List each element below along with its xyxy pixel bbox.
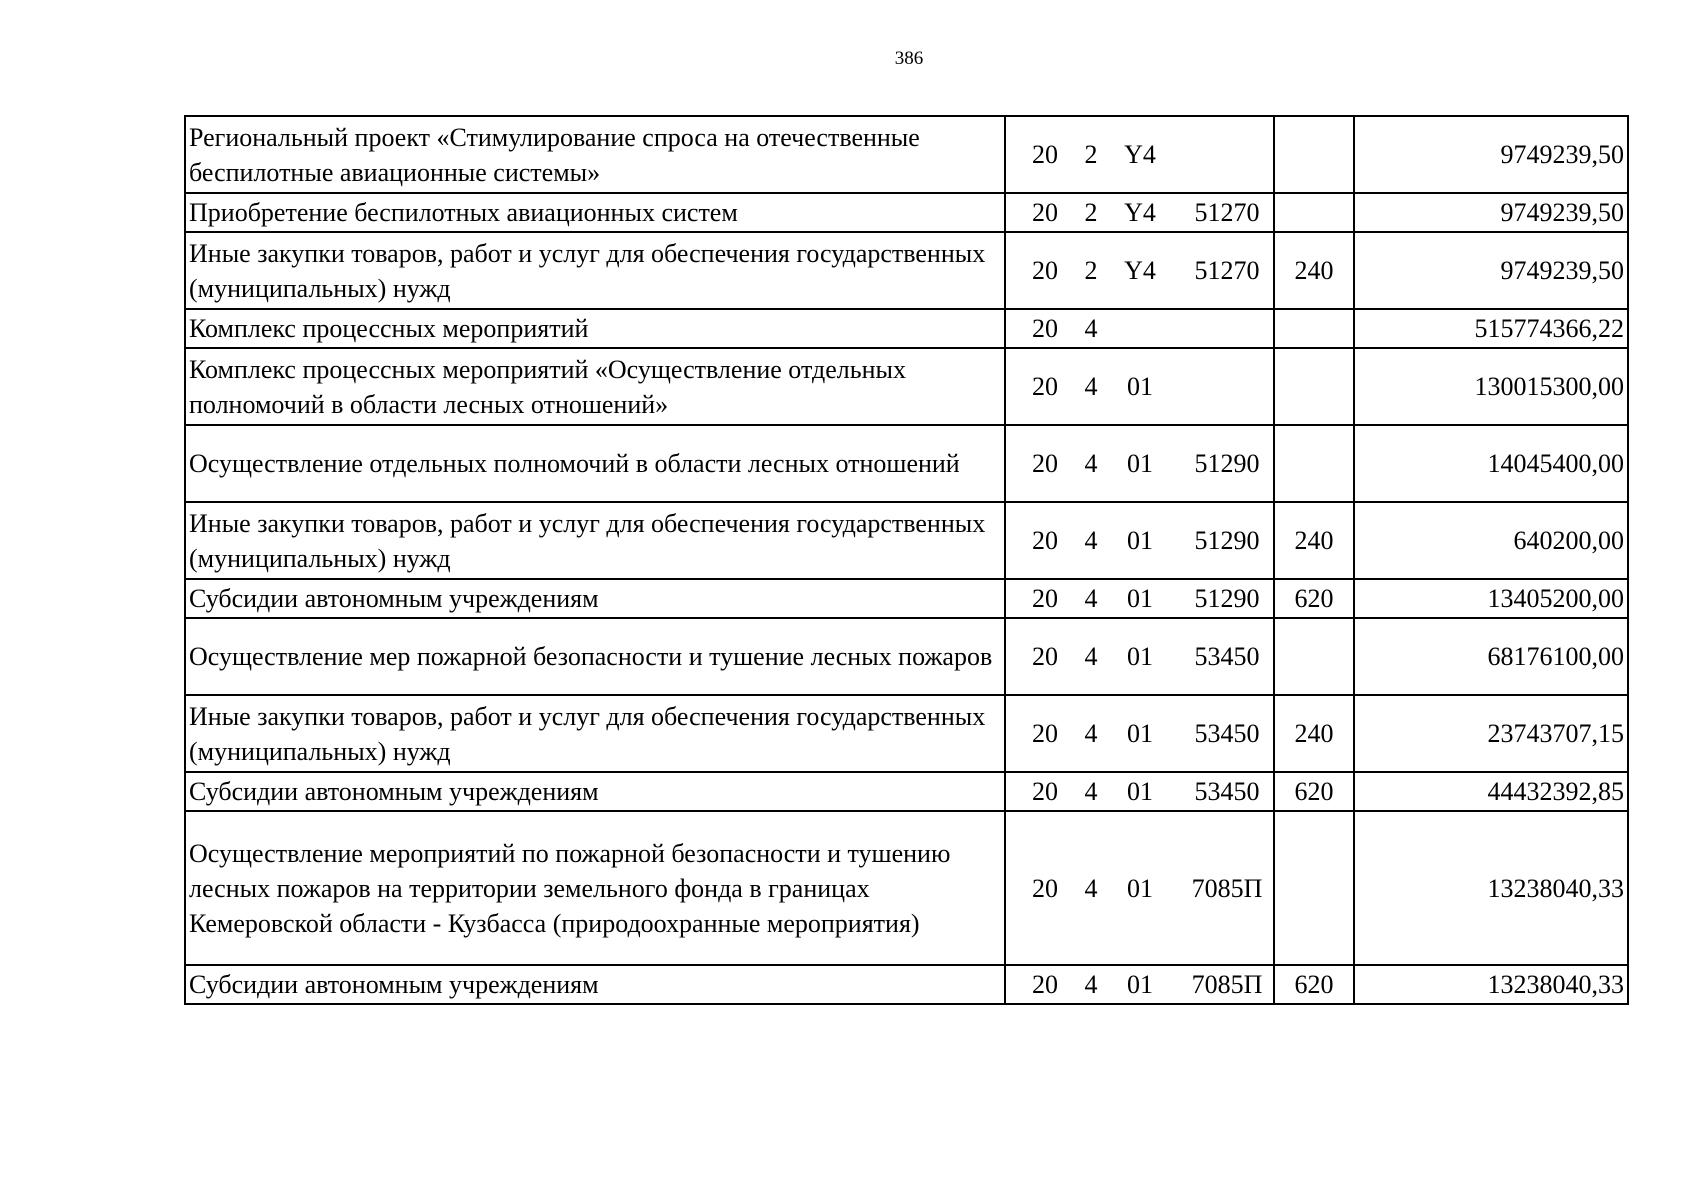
code-subprogram: 2 xyxy=(1084,198,1098,227)
row-amount: 515774366,22 xyxy=(1354,309,1628,348)
row-expense-type xyxy=(1274,425,1354,502)
row-codes xyxy=(1005,772,1274,811)
code-subprogram: 4 xyxy=(1084,777,1098,806)
code-program: 20 xyxy=(1032,719,1058,748)
table-row xyxy=(185,502,1628,579)
row-amount: 23743707,15 xyxy=(1354,695,1628,772)
table-row xyxy=(185,232,1628,309)
row-codes xyxy=(1005,502,1274,579)
row-name: Комплекс процессных мероприятий xyxy=(185,309,1005,348)
code-direction: 51290 xyxy=(1194,584,1260,613)
row-amount: 9749239,50 xyxy=(1354,116,1628,193)
code-subprogram: 2 xyxy=(1084,140,1098,169)
row-amount: 130015300,00 xyxy=(1354,348,1628,425)
page-number: 386 xyxy=(894,48,924,69)
code-direction: 53450 xyxy=(1194,777,1260,806)
table-row xyxy=(185,965,1628,1004)
row-expense-type: 240 xyxy=(1274,502,1354,579)
table-row xyxy=(185,116,1628,193)
row-codes xyxy=(1005,695,1274,772)
code-program: 20 xyxy=(1032,198,1058,227)
row-amount: 9749239,50 xyxy=(1354,232,1628,309)
row-codes xyxy=(1005,232,1274,309)
row-name: Приобретение беспилотных авиационных систем xyxy=(185,193,1005,232)
row-expense-type xyxy=(1274,309,1354,348)
code-program: 20 xyxy=(1032,584,1058,613)
table-row xyxy=(185,348,1628,425)
code-event: 01 xyxy=(1127,449,1153,478)
code-subprogram: 2 xyxy=(1084,256,1098,285)
code-event: 01 xyxy=(1127,372,1153,401)
row-expense-type xyxy=(1274,618,1354,695)
budget-table xyxy=(184,115,1629,1005)
row-expense-type: 620 xyxy=(1274,772,1354,811)
row-amount: 68176100,00 xyxy=(1354,618,1628,695)
row-amount: 13405200,00 xyxy=(1354,579,1628,618)
row-name: Субсидии автономным учреждениям xyxy=(185,965,1005,1004)
code-direction: 51290 xyxy=(1194,526,1260,555)
row-expense-type: 620 xyxy=(1274,965,1354,1004)
row-amount: 13238040,33 xyxy=(1354,811,1628,965)
row-name: Иные закупки товаров, работ и услуг для обеспечения государственных (муниципальных) нужд xyxy=(185,502,1005,579)
row-name: Иные закупки товаров, работ и услуг для обеспечения государственных (муниципальных) нужд xyxy=(185,232,1005,309)
code-direction: 7085П xyxy=(1191,970,1263,999)
row-name: Субсидии автономным учреждениям xyxy=(185,579,1005,618)
row-amount: 640200,00 xyxy=(1354,502,1628,579)
row-codes xyxy=(1005,579,1274,618)
code-direction: 51270 xyxy=(1194,256,1260,285)
code-subprogram: 4 xyxy=(1084,642,1098,671)
table-row xyxy=(185,309,1628,348)
code-subprogram: 4 xyxy=(1084,584,1098,613)
code-event: Y4 xyxy=(1124,256,1156,285)
row-expense-type: 620 xyxy=(1274,579,1354,618)
row-name: Осуществление отдельных полномочий в области лесных отношений xyxy=(185,425,1005,502)
row-codes xyxy=(1005,965,1274,1004)
row-expense-type: 240 xyxy=(1274,695,1354,772)
code-event: 01 xyxy=(1127,526,1153,555)
row-amount: 14045400,00 xyxy=(1354,425,1628,502)
code-direction: 51290 xyxy=(1194,449,1260,478)
code-subprogram: 4 xyxy=(1084,970,1098,999)
row-name: Иные закупки товаров, работ и услуг для обеспечения государственных (муниципальных) нужд xyxy=(185,695,1005,772)
row-expense-type xyxy=(1274,116,1354,193)
code-event: 01 xyxy=(1127,873,1153,903)
table-row xyxy=(185,193,1628,232)
row-codes xyxy=(1005,309,1274,348)
code-subprogram: 4 xyxy=(1084,449,1098,478)
row-codes xyxy=(1005,425,1274,502)
code-direction: 51270 xyxy=(1194,198,1260,227)
row-amount: 44432392,85 xyxy=(1354,772,1628,811)
code-program: 20 xyxy=(1032,256,1058,285)
row-name: Осуществление мер пожарной безопасности и тушение лесных пожаров xyxy=(185,618,1005,695)
row-codes xyxy=(1005,116,1274,193)
row-codes xyxy=(1005,811,1274,965)
code-program: 20 xyxy=(1032,526,1058,555)
code-subprogram: 4 xyxy=(1084,526,1098,555)
row-expense-type xyxy=(1274,193,1354,232)
table-row xyxy=(185,811,1628,965)
row-codes xyxy=(1005,348,1274,425)
code-subprogram: 4 xyxy=(1084,873,1098,903)
table-row xyxy=(185,579,1628,618)
code-event: 01 xyxy=(1127,719,1153,748)
code-subprogram: 4 xyxy=(1084,719,1098,748)
row-codes xyxy=(1005,193,1274,232)
code-direction: 53450 xyxy=(1194,719,1260,748)
row-name: Региональный проект «Стимулирование спроса на отечественные беспилотные авиационные системы» xyxy=(185,116,1005,193)
code-program: 20 xyxy=(1032,314,1058,343)
row-amount: 13238040,33 xyxy=(1354,965,1628,1004)
row-amount: 9749239,50 xyxy=(1354,193,1628,232)
row-expense-type xyxy=(1274,348,1354,425)
code-program: 20 xyxy=(1032,970,1058,999)
code-subprogram: 4 xyxy=(1084,314,1098,343)
code-direction: 7085П xyxy=(1191,873,1263,903)
code-event: Y4 xyxy=(1124,140,1156,169)
code-program: 20 xyxy=(1032,873,1058,903)
row-name: Осуществление мероприятий по пожарной безопасности и тушению лесных пожаров на территории земельного фонда в границах Кемеровской области - Кузбасса (природоохранные мероприятия) xyxy=(185,811,1005,965)
table-row xyxy=(185,695,1628,772)
code-event: 01 xyxy=(1127,584,1153,613)
row-expense-type: 240 xyxy=(1274,232,1354,309)
row-codes xyxy=(1005,618,1274,695)
row-name: Комплекс процессных мероприятий «Осуществление отдельных полномочий в области лесных отношений» xyxy=(185,348,1005,425)
code-event: 01 xyxy=(1127,642,1153,671)
code-event: 01 xyxy=(1127,777,1153,806)
code-event: 01 xyxy=(1127,970,1153,999)
code-program: 20 xyxy=(1032,449,1058,478)
code-event: Y4 xyxy=(1124,198,1156,227)
code-direction: 53450 xyxy=(1194,642,1260,671)
row-expense-type xyxy=(1274,811,1354,965)
table-row xyxy=(185,425,1628,502)
code-program: 20 xyxy=(1032,140,1058,169)
code-subprogram: 4 xyxy=(1084,372,1098,401)
table-row xyxy=(185,618,1628,695)
table-row xyxy=(185,772,1628,811)
code-program: 20 xyxy=(1032,777,1058,806)
code-program: 20 xyxy=(1032,372,1058,401)
code-program: 20 xyxy=(1032,642,1058,671)
row-name: Субсидии автономным учреждениям xyxy=(185,772,1005,811)
